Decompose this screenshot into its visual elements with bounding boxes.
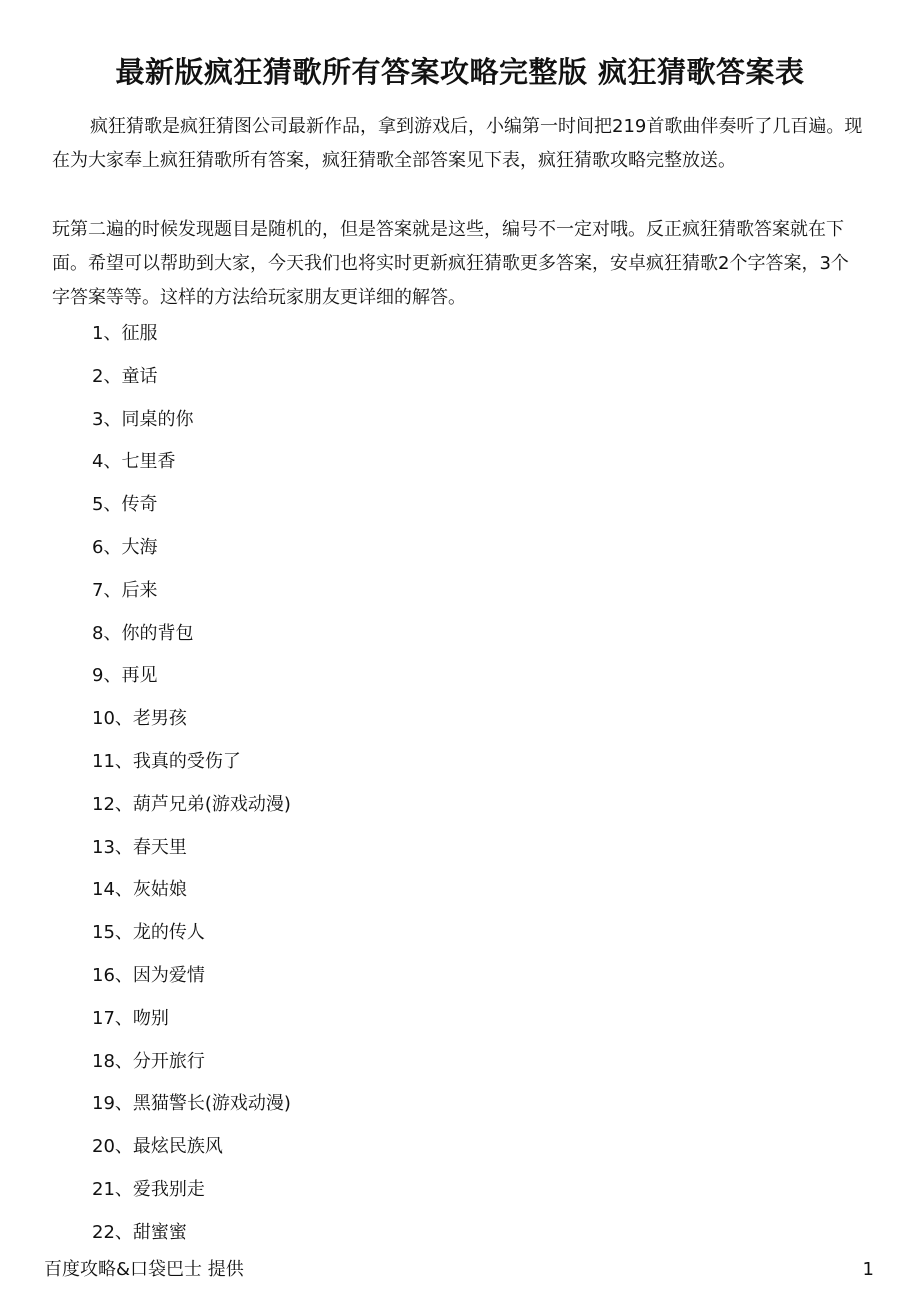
list-item: 22、甜蜜蜜 [92,1221,187,1243]
list-item: 16、因为爱情 [92,964,205,986]
list-item: 14、灰姑娘 [92,879,187,901]
list-item: 18、分开旅行 [92,1050,205,1072]
list-item: 6、大海 [92,536,158,558]
list-item: 11、我真的受伤了 [92,750,241,772]
list-item: 2、童话 [92,365,158,387]
list-item: 9、再见 [92,665,158,687]
list-item: 1、征服 [92,323,158,344]
list-item: 3、同桌的你 [92,408,194,430]
list-item: 8、你的背包 [92,622,194,644]
answer-list [92,317,291,1259]
list-item: 4、七里香 [92,451,176,473]
list-item: 7、后来 [92,579,158,601]
list-item: 17、吻别 [92,1007,169,1029]
list-item: 13、春天里 [92,836,187,858]
list-item: 19、黑猫警长(游戏动漫) [92,1093,291,1115]
list-item: 5、传奇 [92,494,158,516]
list-item: 21、爱我别走 [92,1178,205,1200]
footer-source: 百度攻略&口袋巴士 提供 [44,1259,244,1280]
list-item: 10、老男孩 [92,708,187,730]
page-title: 最新版疯狂猜歌所有答案攻略完整版 疯狂猜歌答案表 [115,55,805,89]
list-item: 20、最炫民族风 [92,1136,223,1158]
intro-paragraph: 疯狂猜歌是疯狂猜图公司最新作品，拿到游戏后，小编第一时间把219首歌曲伴奏听了几百遍。现在为大家奉上疯狂猜歌所有答案，疯狂猜歌全部答案见下表，疯狂猜歌攻略完整放送。 [52,116,863,171]
page-number: 1 [862,1259,874,1280]
note-paragraph: 玩第二遍的时候发现题目是随机的，但是答案就是这些，编号不一定对哦。反正疯狂猜歌答案就在下面。希望可以帮助到大家，今天我们也将实时更新疯狂猜歌更多答案，安卓疯狂猜歌2个字答案，3个字答案等等。这样的方法给玩家朋友更详细的解答。 [52,219,849,308]
list-item: 12、葫芦兄弟(游戏动漫) [92,793,291,815]
list-item: 15、龙的传人 [92,922,205,944]
